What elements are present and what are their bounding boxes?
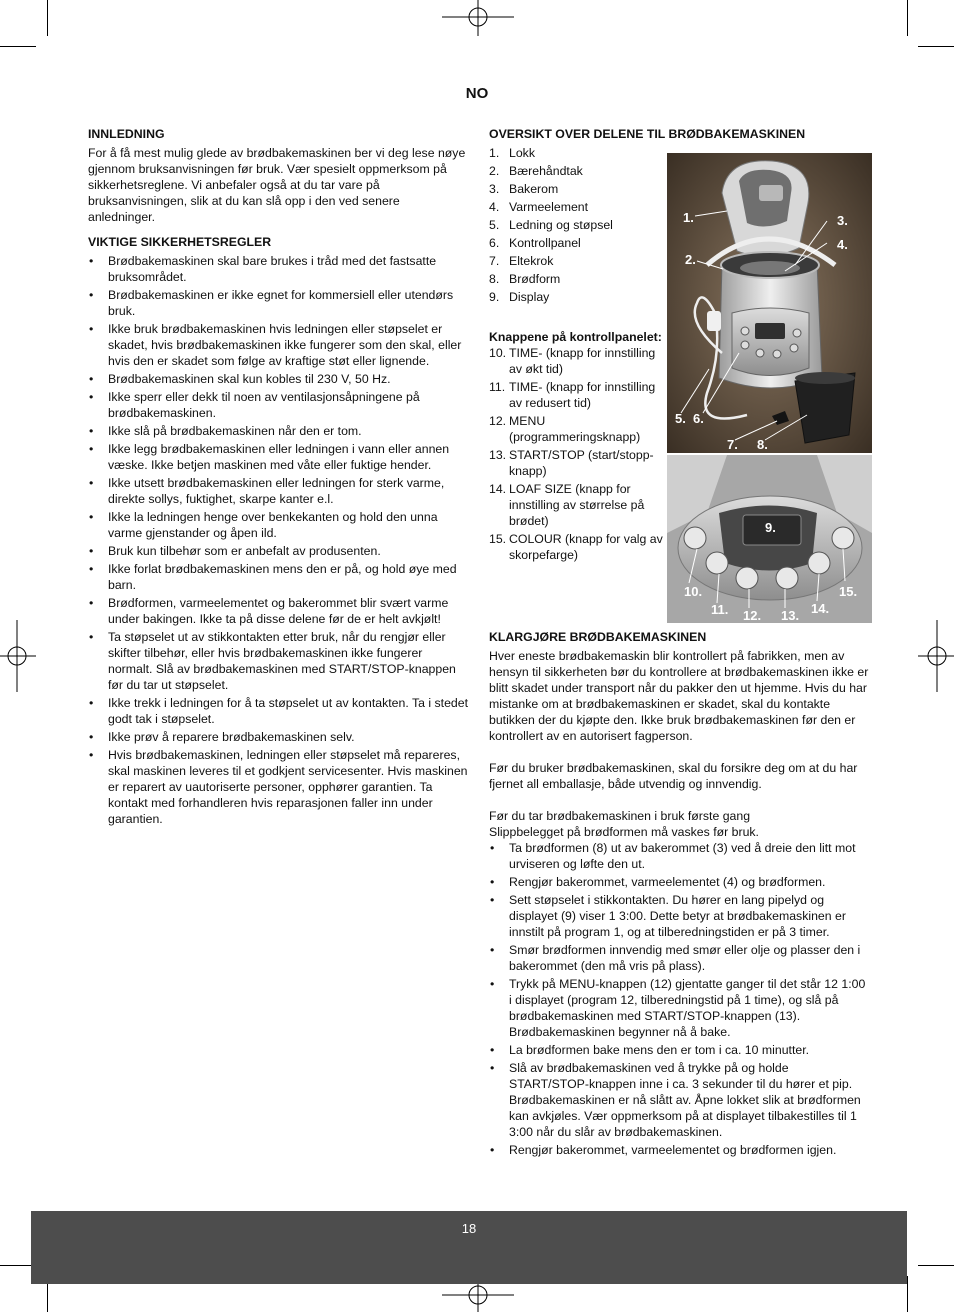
list-item: • Ikke prøv å reparere brødbakemaskinen selv. <box>88 729 468 745</box>
intro-heading: INNLEDNING <box>88 127 165 141</box>
list-item: • Ikke bruk brødbakemaskinen hvis ledningen eller støpselet er skadet, hvis brødbakemaskinen ikke fungerer som den skal, eller hvis den er skadet som følge av kraftige støt eller lignende. <box>88 321 468 369</box>
buttons-heading: Knappene på kontrollpanelet: <box>489 330 662 344</box>
list-item: • Rengjør bakerommet, varmeelementet (4) og brødformen. <box>489 874 869 890</box>
prepare-list <box>489 840 869 1158</box>
list-item: • Ikke legg brødbakemaskinen eller ledningen i vann eller annen væske. Ikke betjen maskinen med våte eller fuktige hender. <box>88 441 468 473</box>
crop-mark <box>0 46 36 47</box>
registration-mark-left <box>0 620 36 692</box>
crop-mark <box>907 1276 908 1312</box>
list-item: 15. COLOUR (knapp for valg av skorpefarge) <box>489 532 663 562</box>
photo-label: 13. <box>781 608 800 623</box>
list-item: • Ikke la ledningen henge over benkekanten og hold den unna varme gjenstander og åpen ild. <box>88 509 468 541</box>
language-code: NO <box>465 85 489 102</box>
list-item: 6. Kontrollpanel <box>489 236 581 250</box>
list-item: • Brødformen, varmeelementet og bakerommet blir svært varme under bakingen. Ikke ta på disse delene før de er helt avkjølt! <box>88 595 468 627</box>
photo-label: 3. <box>837 213 848 228</box>
registration-mark-right <box>918 620 954 692</box>
photo-label: 11. <box>711 602 729 617</box>
prepare-heading: KLARGJØRE BRØDBAKEMASKINEN <box>489 630 707 644</box>
list-item: • Ta brødformen (8) ut av bakerommet (3) ved å dreie den litt mot urviseren og løfte den ut. <box>489 840 869 872</box>
photo-label: 8. <box>757 437 768 452</box>
photo-label: 7. <box>727 437 738 452</box>
list-item: 14. LOAF SIZE (knapp for innstilling av størrelse på brødet) <box>489 482 645 528</box>
photo-label: 4. <box>837 237 848 252</box>
footer-bar <box>31 1211 907 1284</box>
list-item: • Smør brødformen innvendig med smør eller olje og plasser den i bakerommet (den må vris på plass). <box>489 942 869 974</box>
crop-mark <box>918 1265 954 1266</box>
prepare-subheading: Før du tar brødbakemaskinen i bruk første gang <box>489 809 751 823</box>
photo-label: 5. <box>675 411 686 426</box>
list-item: • Ikke slå på brødbakemaskinen når den er tom. <box>88 423 468 439</box>
list-item: • Ikke utsett brødbakemaskinen eller ledningen for sterk varme, direkte sollys, fuktighet, skarpe kanter e.l. <box>88 475 468 507</box>
prepare-paragraph: Slippbelegget på brødformen må vaskes før bruk. <box>489 825 759 839</box>
list-item: • Ikke trekk i ledningen for å ta støpselet ut av kontakten. Ta i stedet godt tak i støpselet. <box>88 695 468 727</box>
photo-label: 1. <box>683 210 694 225</box>
photo-label: 15. <box>839 584 858 599</box>
list-item: • Bruk kun tilbehør som er anbefalt av produsenten. <box>88 543 468 559</box>
list-item: 1. Lokk <box>489 146 535 160</box>
overview-heading: OVERSIKT OVER DELENE TIL BRØDBAKEMASKINEN <box>489 127 806 141</box>
registration-mark-top <box>442 0 514 36</box>
prepare-section <box>489 629 869 1160</box>
list-item: • La brødformen bake mens den er tom i ca. 10 minutter. <box>489 1042 869 1058</box>
list-item: 3. Bakerom <box>489 182 559 196</box>
list-item: 13. START/STOP (start/stopp-knapp) <box>489 448 654 478</box>
list-item: • Ta støpselet ut av stikkontakten etter bruk, når du rengjør eller skifter tilbehør, eller hvis brødbakemaskinen ikke fungerer normalt. Slå av brødbakemaskinen med START/STOP-knappen før du tar ut støpselet. <box>88 629 468 693</box>
buttons-list <box>489 345 664 563</box>
crop-mark <box>918 46 954 47</box>
safety-list <box>88 253 468 827</box>
list-item: 10. TIME- (knapp for innstilling av økt tid) <box>489 346 656 376</box>
photo-label: 10. <box>684 584 703 599</box>
prepare-paragraph: Hver eneste brødbakemaskin blir kontrollert på fabrikken, men av hensyn til sikkerheten bør du kontrollere at brødbakemaskinen ikke er blitt skadet under transport når du pakker den ut hjemme. Hvis du har mistanke om at brødbakemaskinen er skadet, skal du kontakte butikken der du kjøpte den. Ikke bruk brødbakemaskinen før den er kontrollert av en autorisert fagperson. <box>489 649 869 743</box>
list-item: • Hvis brødbakemaskinen, ledningen eller støpselet må repareres, skal maskinen leveres til et godkjent servicesenter. Hvis maskinen er reparert av uautoriserte personer, opphører garantien. Ta kontakt med forhandleren hvis reparasjonen faller inn under garantien. <box>88 747 468 827</box>
list-item: 5. Ledning og støpsel <box>489 218 613 232</box>
list-item: 9. Display <box>489 290 550 304</box>
photo-label: 2. <box>685 252 696 267</box>
list-item: 7. Eltekrok <box>489 254 554 268</box>
list-item: 8. Brødform <box>489 272 561 286</box>
crop-mark <box>47 0 48 36</box>
page-number: 18 <box>461 1221 477 1236</box>
photo-label: 9. <box>765 520 776 535</box>
photo-label: 12. <box>743 608 762 623</box>
safety-heading: VIKTIGE SIKKERHETSREGLER <box>88 235 272 249</box>
left-column <box>88 126 468 829</box>
list-item: • Brødbakemaskinen er ikke egnet for kommersiell eller utendørs bruk. <box>88 287 468 319</box>
list-item: 11. TIME- (knapp for innstilling av redusert tid) <box>489 380 656 410</box>
list-item: • Sett støpselet i stikkontakten. Du hører en lang pipelyd og displayet (9) viser 1 3:00. Dette betyr at brødbakemaskinen er innstilt på program 1, og at tilberedningstiden er på 3 timer. <box>489 892 869 940</box>
list-item: • Brødbakemaskinen skal kun kobles til 230 V, 50 Hz. <box>88 371 468 387</box>
list-item: 12. MENU (programmeringsknapp) <box>489 414 641 444</box>
list-item: • Slå av brødbakemaskinen ved å trykke på og holde START/STOP-knappen inne i ca. 3 sekunder til du hører et pip. Brødbakemaskinen er nå slått av. Åpne lokket slik at brødformen kan avkjøles. Vær oppmerksom på at displayet tilbakestilles til 1 3:00 når du slår av brødbakemaskinen. <box>489 1060 869 1140</box>
crop-mark <box>907 0 908 36</box>
list-item: • Trykk på MENU-knappen (12) gjentatte ganger til det står 12 1:00 i displayet (program 12, tilberedningstid på 1 time), og slå på brødbakemaskinen med START/STOP-knappen (13). Brødbakemaskinen begynner nå å bake. <box>489 976 869 1040</box>
list-item: 4. Varmeelement <box>489 200 589 214</box>
parts-list <box>489 145 664 305</box>
bread-maker-photo <box>667 153 872 623</box>
list-item: • Ikke sperr eller dekk til noen av ventilasjonsåpningene på brødbakemaskinen. <box>88 389 468 421</box>
photo-label: 6. <box>693 411 704 426</box>
list-item: • Rengjør bakerommet, varmeelementet og brødformen igjen. <box>489 1142 869 1158</box>
list-item: • Brødbakemaskinen skal bare brukes i tråd med det fastsatte bruksområdet. <box>88 253 468 285</box>
list-item: 2. Bærehåndtak <box>489 164 583 178</box>
list-item: • Ikke forlat brødbakemaskinen mens den er på, og hold øye med barn. <box>88 561 468 593</box>
intro-text: For å få mest mulig glede av brødbakemaskinen ber vi deg lese nøye gjennom bruksanvisningen før bruk. Vær spesielt oppmerksom på sikkerhetsreglene. Vi anbefaler også at du tar vare på bruksanvisningen, slik at du kan slå opp i den ved senere anledninger. <box>88 146 466 224</box>
prepare-paragraph: Før du bruker brødbakemaskinen, skal du forsikre deg om at du har fjernet all emballasje, både utvendig og innvendig. <box>489 761 858 791</box>
photo-label: 14. <box>811 601 830 616</box>
